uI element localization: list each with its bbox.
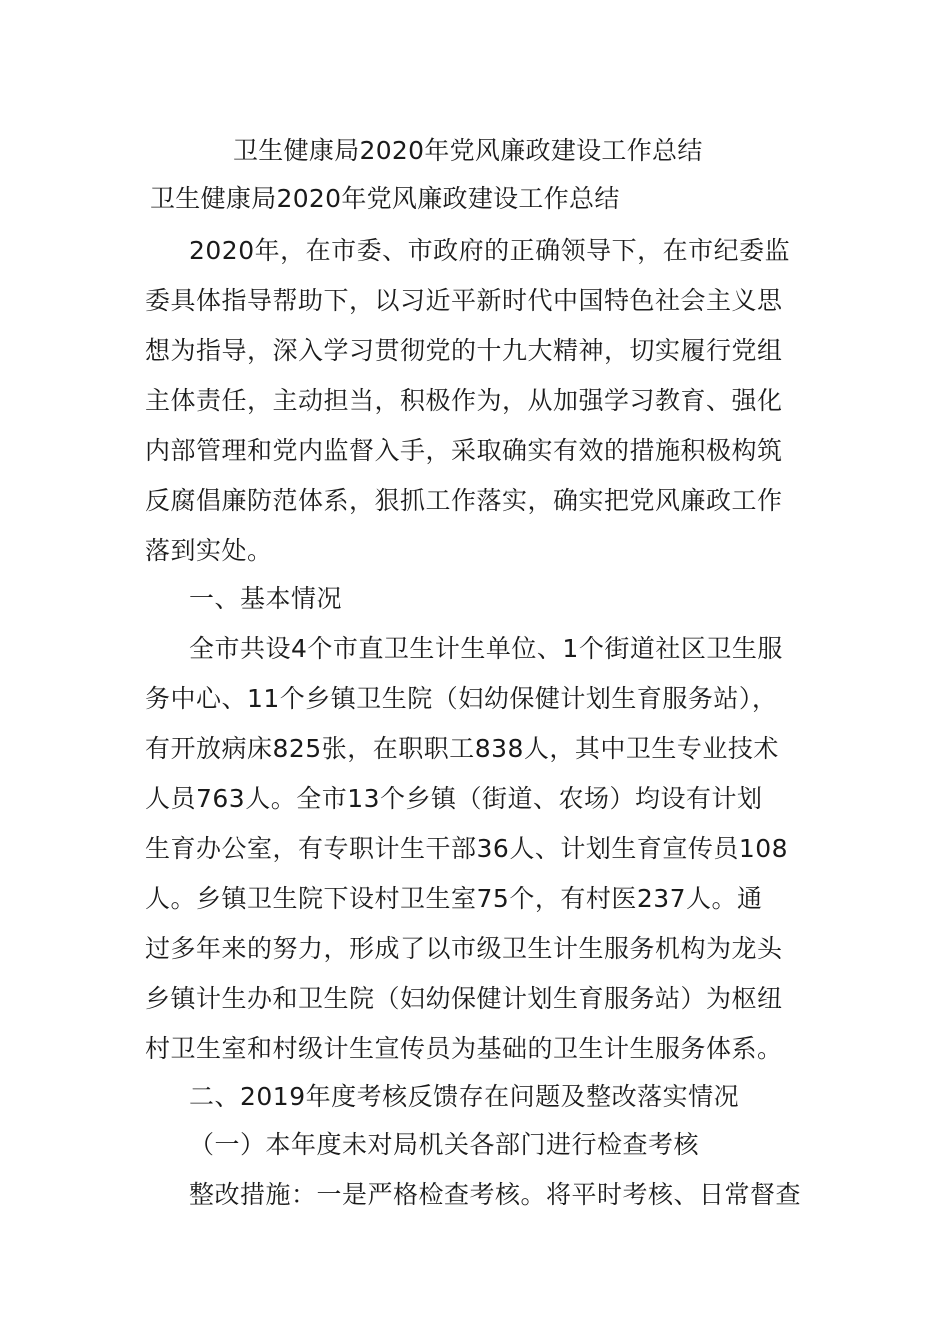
subsection-heading: （一）本年度未对局机关各部门进行检查考核 xyxy=(189,1130,700,1159)
paragraph-line: 主体责任，主动担当，积极作为，从加强学习教育、强化 xyxy=(145,386,783,415)
paragraph-line: 反腐倡廉防范体系，狠抓工作落实，确实把党风廉政工作 xyxy=(145,486,783,515)
document-title: 卫生健康局2020年党风廉政建设工作总结 xyxy=(233,136,703,165)
section-heading-1: 一、基本情况 xyxy=(189,584,343,613)
paragraph-line: 委具体指导帮助下，以习近平新时代中国特色社会主义思 xyxy=(145,286,783,315)
document-subtitle: 卫生健康局2020年党风廉政建设工作总结 xyxy=(150,184,620,213)
paragraph-line: 想为指导，深入学习贯彻党的十九大精神，切实履行党组 xyxy=(145,336,783,365)
paragraph-line: 人。乡镇卫生院下设村卫生室75个，有村医237人。通 xyxy=(145,884,763,913)
paragraph-line: 人员763人。全市13个乡镇（街道、农场）均设有计划 xyxy=(145,784,763,813)
paragraph-line: 2020年，在市委、市政府的正确领导下，在市纪委监 xyxy=(189,236,791,265)
paragraph-line: 内部管理和党内监督入手，采取确实有效的措施积极构筑 xyxy=(145,436,783,465)
paragraph-line: 落到实处。 xyxy=(145,536,273,565)
paragraph-line: 乡镇计生办和卫生院（妇幼保健计划生育服务站）为枢纽 xyxy=(145,984,783,1013)
paragraph-line: 过多年来的努力，形成了以市级卫生计生服务机构为龙头 xyxy=(145,934,783,963)
paragraph-line: 全市共设4个市直卫生计生单位、1个街道社区卫生服 xyxy=(189,634,783,663)
paragraph-line: 生育办公室，有专职计生干部36人、计划生育宣传员108 xyxy=(145,834,789,863)
paragraph-line: 整改措施：一是严格检查考核。将平时考核、日常督查 xyxy=(189,1180,802,1209)
paragraph-line: 务中心、11个乡镇卫生院（妇幼保健计划生育服务站）， xyxy=(145,684,778,713)
section-heading-2: 二、2019年度考核反馈存在问题及整改落实情况 xyxy=(189,1082,740,1111)
paragraph-line: 有开放病床825张，在职职工838人，其中卫生专业技术 xyxy=(145,734,779,763)
paragraph-line: 村卫生室和村级计生宣传员为基础的卫生计生服务体系。 xyxy=(145,1034,783,1063)
